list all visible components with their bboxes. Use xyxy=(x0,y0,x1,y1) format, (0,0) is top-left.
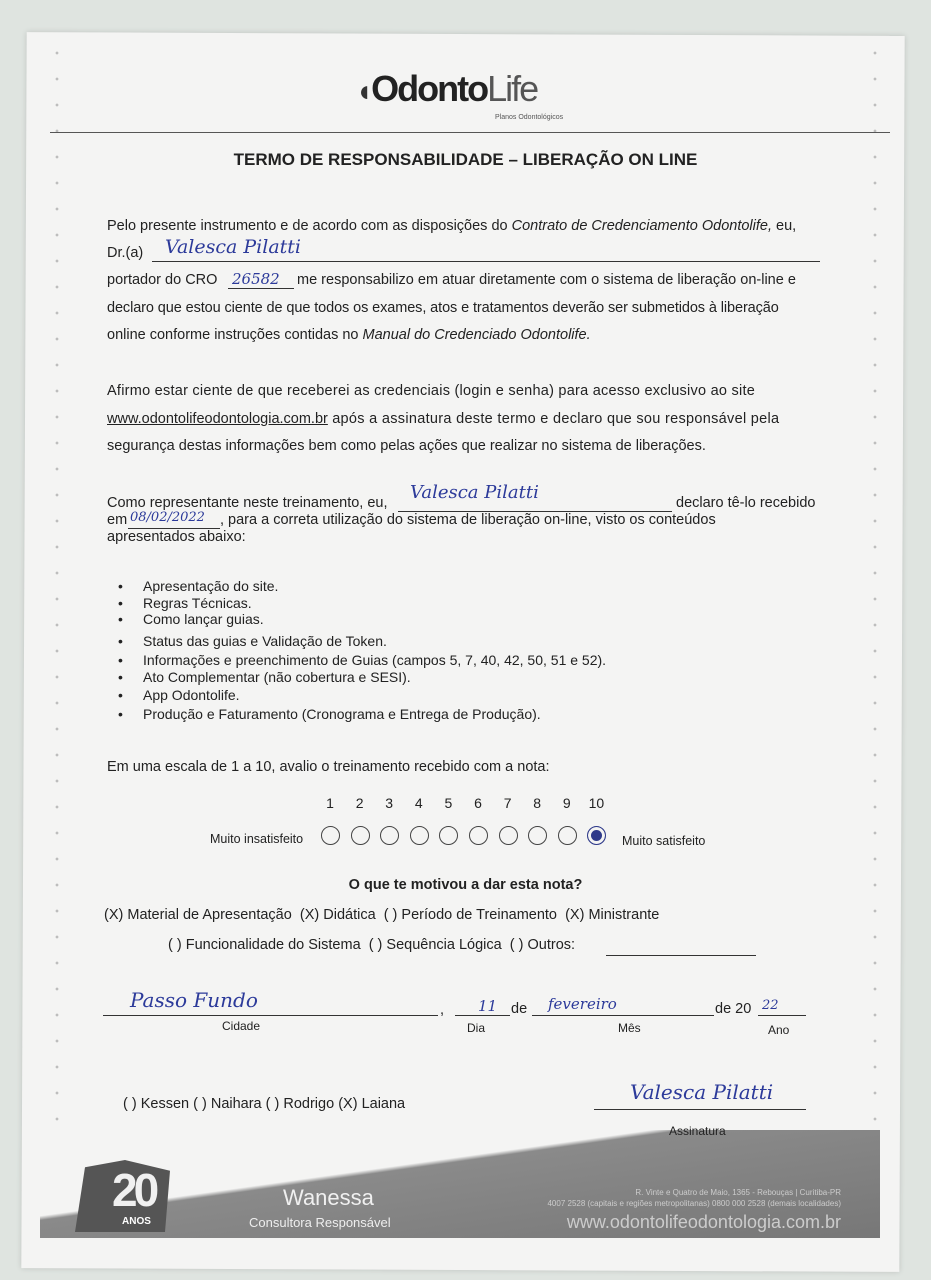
month-label: Mês xyxy=(618,1021,641,1035)
rating-number: 2 xyxy=(355,795,364,811)
topic-item: • Status das guias e Validação de Token. xyxy=(118,633,387,649)
rating-number: 1 xyxy=(326,795,334,811)
checkbox-kessen[interactable]: ( ) Kessen xyxy=(123,1096,190,1112)
year-prefix: de 20 xyxy=(715,1001,752,1017)
rating-number: 5 xyxy=(444,795,453,811)
day-label: Dia xyxy=(467,1021,486,1035)
year-line xyxy=(758,1015,806,1016)
rating-number: 3 xyxy=(385,795,394,811)
motivation-row1 xyxy=(104,907,659,923)
comma: , xyxy=(440,1002,445,1018)
para3-line1b: declaro tê-lo recebido xyxy=(676,495,816,511)
dr-name-line xyxy=(152,261,820,262)
de-label: de xyxy=(511,1001,528,1017)
text: eu, xyxy=(771,218,797,234)
signature-label: Assinatura xyxy=(669,1124,726,1138)
badge-text: ANOS xyxy=(122,1216,151,1227)
consultant-name: Wanessa xyxy=(283,1185,374,1210)
motivation-row2 xyxy=(168,937,575,953)
cro-label: portador do CRO xyxy=(107,272,218,288)
city-line xyxy=(103,1015,438,1016)
signature-line xyxy=(594,1109,806,1110)
para3-line3: apresentados abaixo: xyxy=(107,529,246,545)
rating-low-label: Muito insatisfeito xyxy=(210,832,304,846)
rating-number: 7 xyxy=(503,795,512,811)
city-label: Cidade xyxy=(222,1019,261,1033)
manual-name: Manual do Credenciado Odontolife. xyxy=(362,327,591,343)
checkbox-sequencia[interactable]: ( ) Sequência Lógica xyxy=(368,937,502,953)
day-handwritten: 11 xyxy=(478,997,498,1015)
outros-line xyxy=(606,955,756,956)
para3-line2: , para a correta utilização do sistema de liberação on-line, visto os conteúdos xyxy=(220,512,716,528)
para1-line3: me responsabilizo em atuar diretamente com o sistema de liberação on-line e xyxy=(297,272,796,288)
topic-item: • Informações e preenchimento de Guias (campos 5, 7, 40, 42, 50, 51 e 52). xyxy=(118,652,606,668)
topic-item: • Ato Complementar (não cobertura e SESI). xyxy=(118,669,411,685)
rating-number: 8 xyxy=(533,795,542,811)
rating-radio-7[interactable] xyxy=(499,826,518,845)
dotted-border-left xyxy=(50,40,64,1220)
cro-value-handwritten: 26582 xyxy=(232,270,280,288)
rating-question: Em uma escala de 1 a 10, avalio o treinamento recebido com a nota: xyxy=(107,759,550,775)
rating-radio-1[interactable] xyxy=(321,826,340,845)
rating-number: 9 xyxy=(562,795,571,811)
text: online conforme instruções contidas no xyxy=(107,327,363,343)
checkbox-outros[interactable]: ( ) Outros: xyxy=(509,937,576,953)
checkbox-funcionalidade[interactable]: ( ) Funcionalidade do Sistema xyxy=(168,937,361,953)
checkbox-didatica[interactable]: (X) Didática xyxy=(299,907,376,923)
header-divider xyxy=(50,132,890,133)
month-line xyxy=(532,1015,714,1016)
consultant-role: Consultora Responsável xyxy=(249,1215,391,1230)
signature-handwritten: Valesca Pilatti xyxy=(630,1080,774,1104)
dotted-border-right xyxy=(868,40,882,1220)
rating-number: 10 xyxy=(588,795,605,811)
text: Pelo presente instrumento e de acordo com as disposições do xyxy=(107,218,512,234)
footer-phones: 4007 2528 (capitais e regiões metropolitanas) 0800 000 2528 (demais localidades) xyxy=(547,1199,841,1208)
training-date-handwritten: 08/02/2022 xyxy=(130,510,205,525)
year-label: Ano xyxy=(768,1023,790,1037)
representative-name-handwritten: Valesca Pilatti xyxy=(410,482,539,503)
rating-number: 4 xyxy=(414,795,423,811)
rating-radio-6[interactable] xyxy=(469,826,488,845)
logo-mark-icon: ◖ xyxy=(355,75,372,108)
para2-line3: segurança destas informações bem como pelas ações que realizar no sistema de liberações. xyxy=(107,438,706,454)
cro-line xyxy=(228,288,294,289)
month-handwritten: fevereiro xyxy=(548,995,617,1013)
consultant-options xyxy=(123,1096,405,1112)
checkbox-ministrante[interactable]: (X) Ministrante xyxy=(565,907,660,923)
text: após a assinatura deste termo e declaro que sou responsável pela xyxy=(327,411,780,427)
para1-line1 xyxy=(107,218,796,234)
badge-number: 20 xyxy=(112,1164,156,1216)
para1-line4: declaro que estou ciente de que todos os exames, atos e tratamentos deverão ser submetidos à liberação xyxy=(107,300,779,316)
website-link[interactable]: www.odontolifeodontologia.com.br xyxy=(107,411,328,427)
rating-radio-4[interactable] xyxy=(410,826,429,845)
contract-name: Contrato de Credenciamento Odontolife, xyxy=(511,218,772,234)
para1-line5 xyxy=(107,327,591,343)
document-title: TERMO DE RESPONSABILIDADE – LIBERAÇÃO ON LINE xyxy=(233,150,698,169)
dr-label: Dr.(a) xyxy=(107,245,144,261)
topic-item: • App Odontolife. xyxy=(118,687,240,703)
checkbox-laiana[interactable]: (X) Laiana xyxy=(338,1096,406,1112)
topic-item: • Regras Técnicas. xyxy=(118,595,252,611)
topic-item: • Produção e Faturamento (Cronograma e Entrega de Produção). xyxy=(118,706,541,722)
motivation-question: O que te motivou a dar esta nota? xyxy=(348,877,583,893)
rating-high-label: Muito satisfeito xyxy=(622,834,706,848)
topic-item: • Como lançar guias. xyxy=(118,611,264,627)
city-handwritten: Passo Fundo xyxy=(130,988,258,1012)
footer-address: R. Vinte e Quatro de Maio, 1365 - Rebouças | Curitiba-PR xyxy=(635,1188,841,1197)
logo-text: Odonto xyxy=(371,68,488,109)
logo-tagline: Planos Odontológicos xyxy=(495,114,564,121)
rating-number: 6 xyxy=(474,795,482,811)
rating-radio-2[interactable] xyxy=(351,826,370,845)
dr-name-handwritten: Valesca Pilatti xyxy=(165,236,301,258)
para3-line1a: Como representante neste treinamento, eu, xyxy=(107,495,388,511)
checkbox-material[interactable]: (X) Material de Apresentação xyxy=(104,907,292,923)
checkbox-periodo[interactable]: ( ) Período de Treinamento xyxy=(383,907,557,923)
day-line xyxy=(455,1015,510,1016)
checkbox-naihara[interactable]: ( ) Naihara xyxy=(193,1096,262,1112)
footer-website[interactable]: www.odontolifeodontologia.com.br xyxy=(566,1212,841,1232)
rating-radio-9[interactable] xyxy=(558,826,577,845)
logo-text-sub: Life xyxy=(487,68,538,109)
year-handwritten: 22 xyxy=(762,998,779,1013)
checkbox-rodrigo[interactable]: ( ) Rodrigo xyxy=(265,1096,335,1112)
topic-item: • Apresentação do site. xyxy=(118,578,278,594)
para2-line1: Afirmo estar ciente de que receberei as credenciais (login e senha) para acesso exclusivo ao site xyxy=(107,383,756,399)
para3-em: em xyxy=(107,512,128,528)
para2-line2 xyxy=(107,411,779,427)
odontolife-logo xyxy=(355,68,537,110)
